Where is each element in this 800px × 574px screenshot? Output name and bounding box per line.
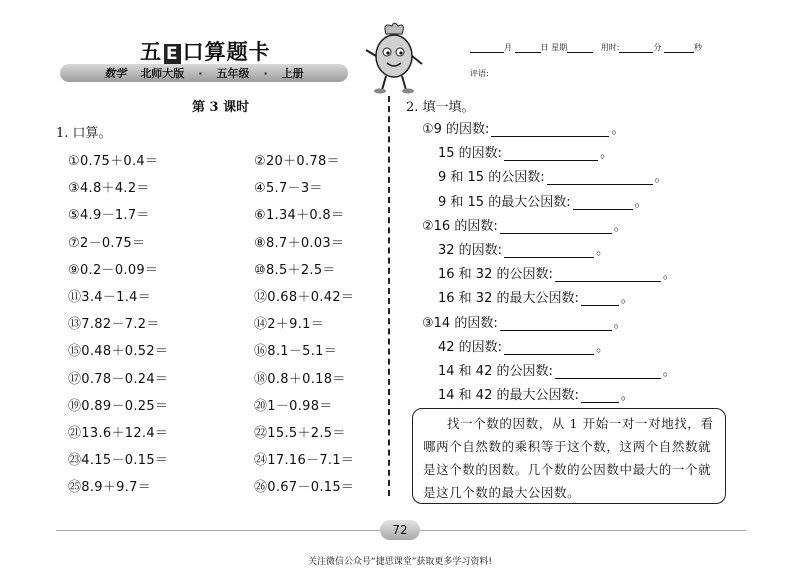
answer-blank[interactable] <box>581 390 619 403</box>
fill-blank-line <box>438 336 609 355</box>
brand-char: 五 <box>140 40 162 64</box>
fill-blank-line <box>422 312 627 331</box>
period-mark: 。 <box>613 218 627 234</box>
math-problem: ④5.7－3＝ <box>254 181 323 197</box>
fill-blank-label: ③14 的因数: <box>422 315 498 331</box>
math-problem: ⑧8.7＋0.03＝ <box>254 235 345 251</box>
fill-blank-line <box>438 263 676 282</box>
lesson-title: 第 3 课时 <box>192 100 250 115</box>
math-problem: ㉒15.5＋2.5＝ <box>254 426 346 441</box>
answer-blank[interactable] <box>500 318 612 331</box>
math-problem: ⑤4.9－1.7＝ <box>68 208 150 224</box>
mascot-illustration <box>362 20 426 94</box>
date-time-row <box>470 42 702 53</box>
tip-box <box>412 408 726 504</box>
brand-e-logo: E <box>166 44 179 64</box>
fill-blank-line <box>422 118 624 137</box>
fill-blank-label: 14 和 42 的最大公因数: <box>438 388 579 404</box>
month-blank[interactable] <box>470 44 504 53</box>
math-problem: ⑫0.68＋0.42＝ <box>254 290 355 305</box>
day-label: 日 <box>540 43 549 52</box>
math-problem: ⑥1.34＋0.8＝ <box>254 208 345 224</box>
tip-text: 找一个数的因数，从 1 开始一对一对地找，看哪两个自然数的乘积等于这个数，这两个自然数就是这个数的因数。几个数的公因数中最大的一个就是这几个数的最大公因数。 <box>423 416 714 500</box>
day-blank[interactable] <box>515 44 541 53</box>
math-problem: ⑨0.2－0.09＝ <box>68 262 159 278</box>
brand-title <box>140 36 271 66</box>
math-problem: ⑳1－0.98＝ <box>254 398 333 414</box>
fill-blank-line <box>438 287 634 306</box>
period-mark: 。 <box>611 122 625 137</box>
math-problem: ⑯8.1－5.1＝ <box>254 344 338 360</box>
math-problem: ⑲0.89－0.25＝ <box>68 398 169 414</box>
math-problem: ⑮0.48＋0.52＝ <box>68 344 169 360</box>
math-problem: ㉑13.6＋12.4＝ <box>68 426 169 441</box>
math-problem: ⑭2＋9.1＝ <box>254 317 325 333</box>
second-label: 秒 <box>693 43 702 52</box>
column-divider <box>388 96 390 496</box>
math-problem: ⑱0.8＋0.18＝ <box>254 371 346 387</box>
math-problem: ⑰0.78－0.24＝ <box>68 371 169 387</box>
fill-blank-label: 9 和 15 的公因数: <box>438 170 545 186</box>
fill-blank-label: 15 的因数: <box>438 146 503 162</box>
publisher-label: 北师大版 <box>140 67 185 80</box>
footer-note: 关注微信公众号“捷思课堂”获取更多学习资料! <box>308 557 492 567</box>
period-mark: 。 <box>654 170 668 186</box>
period-mark: 。 <box>634 194 648 210</box>
math-problem: ㉔17.16－7.1＝ <box>254 453 355 469</box>
answer-blank[interactable] <box>555 366 661 379</box>
month-label: 月 <box>504 43 512 52</box>
fill-blank-line <box>438 166 668 185</box>
brand-text: 口算题卡 <box>182 40 271 64</box>
answer-blank[interactable] <box>504 342 594 355</box>
answer-blank[interactable] <box>547 172 653 185</box>
comment-row <box>470 68 489 79</box>
math-problem: ①0.75＋0.4＝ <box>68 154 159 169</box>
section2-title: 2. 填一填。 <box>406 100 475 115</box>
page-number: 72 <box>380 520 420 540</box>
period-mark: 。 <box>662 267 676 283</box>
subject-bar <box>60 64 348 82</box>
separator-dot: · <box>263 66 268 80</box>
fill-blank-label: 32 的因数: <box>438 243 503 258</box>
period-mark: 。 <box>620 291 634 307</box>
section1-title: 1. 口算。 <box>56 126 112 141</box>
period-mark: 。 <box>600 146 614 162</box>
answer-blank[interactable] <box>491 124 609 137</box>
answer-blank[interactable] <box>504 245 594 258</box>
math-problem: ㉓4.15－0.15＝ <box>68 453 169 469</box>
math-problem: ③4.8＋4.2＝ <box>68 181 150 197</box>
fill-blank-label: 16 和 32 的最大公因数: <box>438 291 579 307</box>
fill-blank-line <box>438 142 613 161</box>
answer-blank[interactable] <box>555 269 661 282</box>
period-mark: 。 <box>620 388 634 404</box>
fill-blank-label: ②16 的因数: <box>422 218 498 234</box>
separator-dot: · <box>198 66 203 80</box>
subject-label: 数学 <box>104 67 127 80</box>
period-mark: 。 <box>662 364 676 379</box>
math-problem: ㉖0.67－0.15＝ <box>254 480 355 496</box>
fill-blank-line <box>422 215 627 234</box>
fill-blank-label: 9 和 15 的最大公因数: <box>438 194 571 210</box>
fill-blank-label: 14 和 42 的公因数: <box>438 364 553 379</box>
math-problem: ⑦2－0.75＝ <box>68 235 146 251</box>
period-mark: 。 <box>613 315 627 331</box>
fill-blank-line <box>438 360 676 379</box>
volume-label: 上册 <box>281 67 304 80</box>
comment-label: 评语: <box>470 69 489 78</box>
grade-label: 五年级 <box>216 67 250 80</box>
math-problem: ㉕8.9＋9.7＝ <box>68 480 152 496</box>
math-problem: ②20＋0.78＝ <box>254 154 340 169</box>
fill-blank-line <box>438 384 634 403</box>
minute-blank[interactable] <box>619 44 653 53</box>
math-problem: ⑪3.4－1.4＝ <box>68 290 152 305</box>
weekday-label: 星期 <box>551 43 568 52</box>
minute-label: 分 <box>653 43 662 52</box>
period-mark: 。 <box>596 243 610 258</box>
time-label: 用时: <box>600 43 620 52</box>
weekday-blank[interactable] <box>567 44 593 53</box>
fill-blank-line <box>438 191 648 210</box>
answer-blank[interactable] <box>500 221 612 234</box>
answer-blank[interactable] <box>504 148 598 161</box>
math-problem: ⑩8.5＋2.5＝ <box>254 262 336 278</box>
math-problem: ⑬7.82－7.2＝ <box>68 317 160 333</box>
answer-blank[interactable] <box>573 197 633 210</box>
second-blank[interactable] <box>664 44 694 53</box>
fill-blank-line <box>438 239 609 258</box>
answer-blank[interactable] <box>581 293 619 306</box>
fill-blank-label: 42 的因数: <box>438 339 503 355</box>
period-mark: 。 <box>596 339 610 355</box>
fill-blank-label: ①9 的因数: <box>422 122 490 137</box>
fill-blank-label: 16 和 32 的公因数: <box>438 267 553 283</box>
